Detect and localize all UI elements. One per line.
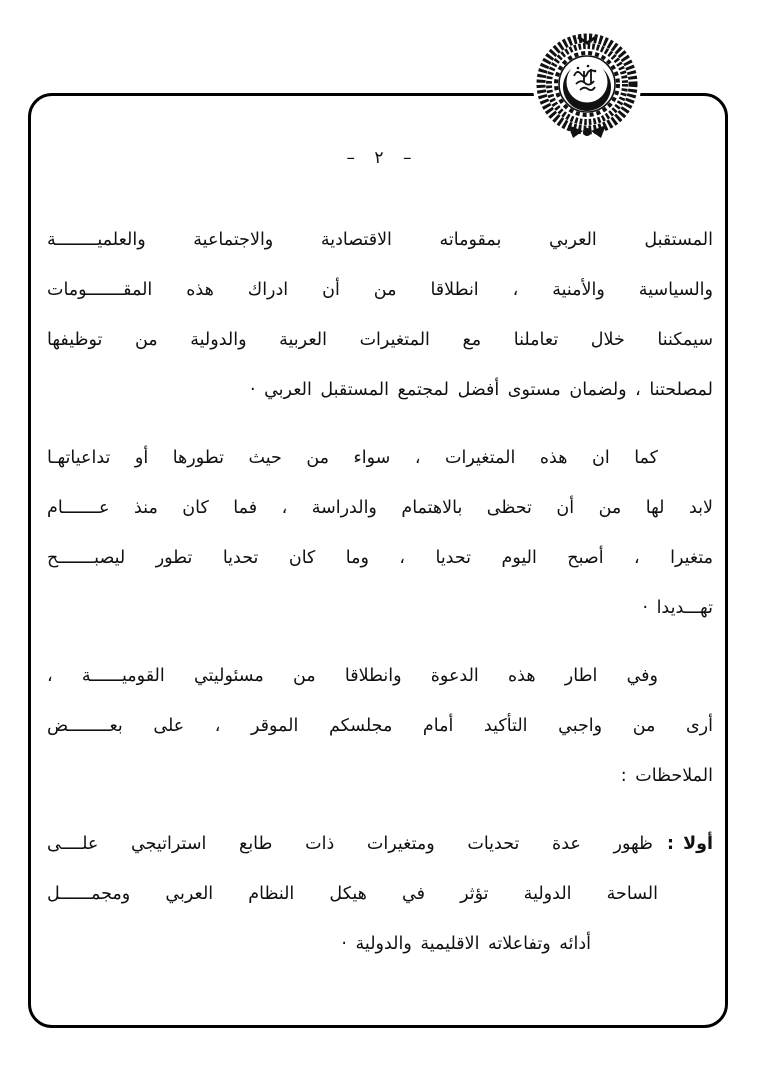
text-line: الساحة الدولية تؤثر في هيكل النظام العربي ومجمــــــل: [47, 884, 658, 904]
text-line: [47, 819, 713, 869]
text-line: المستقبل العربي بمقوماته الاقتصادية والاجتماعية والعلميــــــــة: [47, 230, 713, 250]
text-line: متغيرا ، أصبح اليوم تحديا ، وما كان تحديا تطور ليصبـــــــح: [47, 548, 713, 568]
text-line: الملاحظات :: [620, 766, 713, 786]
text-line: كما ان هذه المتغيرات ، سواء من حيث تطورها أو تداعياتهـا: [47, 448, 658, 468]
text-line: أرى من واجبي التأكيد أمام مجلسكم الموقر ، على بعــــــــض: [47, 716, 713, 736]
list-item-first: [47, 819, 713, 969]
text-line: لابد لها من أن تحظى بالاهتمام والدراسة ، فما كان منذ عـــــــام: [47, 498, 713, 518]
list-item-text: ظهور عدة تحديات ومتغيرات ذات طابع استراتيجي علــــى: [47, 834, 653, 854]
arab-league-emblem-icon: [528, 30, 646, 142]
text-line: تهـــديدا ·: [642, 598, 713, 618]
text-line: أدائه وتفاعلاته الاقليمية والدولية ·: [341, 934, 591, 954]
document-body: [47, 215, 713, 987]
text-line: سيمكننا خلال تعاملنا مع المتغيرات العربية والدولية من توظيفها: [47, 330, 713, 350]
list-item-label: أولا :: [667, 834, 713, 854]
page-number: – ٢ –: [346, 148, 412, 168]
paragraph: [47, 651, 713, 801]
text-line: لمصلحتنا ، ولضمان مستوى أفضل لمجتمع المستقبل العربي ·: [249, 380, 713, 400]
paragraph: [47, 433, 713, 633]
text-line: وفي اطار هذه الدعوة وانطلاقا من مسئوليتي القوميــــــة ،: [47, 666, 658, 686]
paragraph: [47, 215, 713, 415]
text-line: والسياسية والأمنية ، انطلاقا من أن ادراك هذه المقـــــــومات: [47, 280, 713, 300]
